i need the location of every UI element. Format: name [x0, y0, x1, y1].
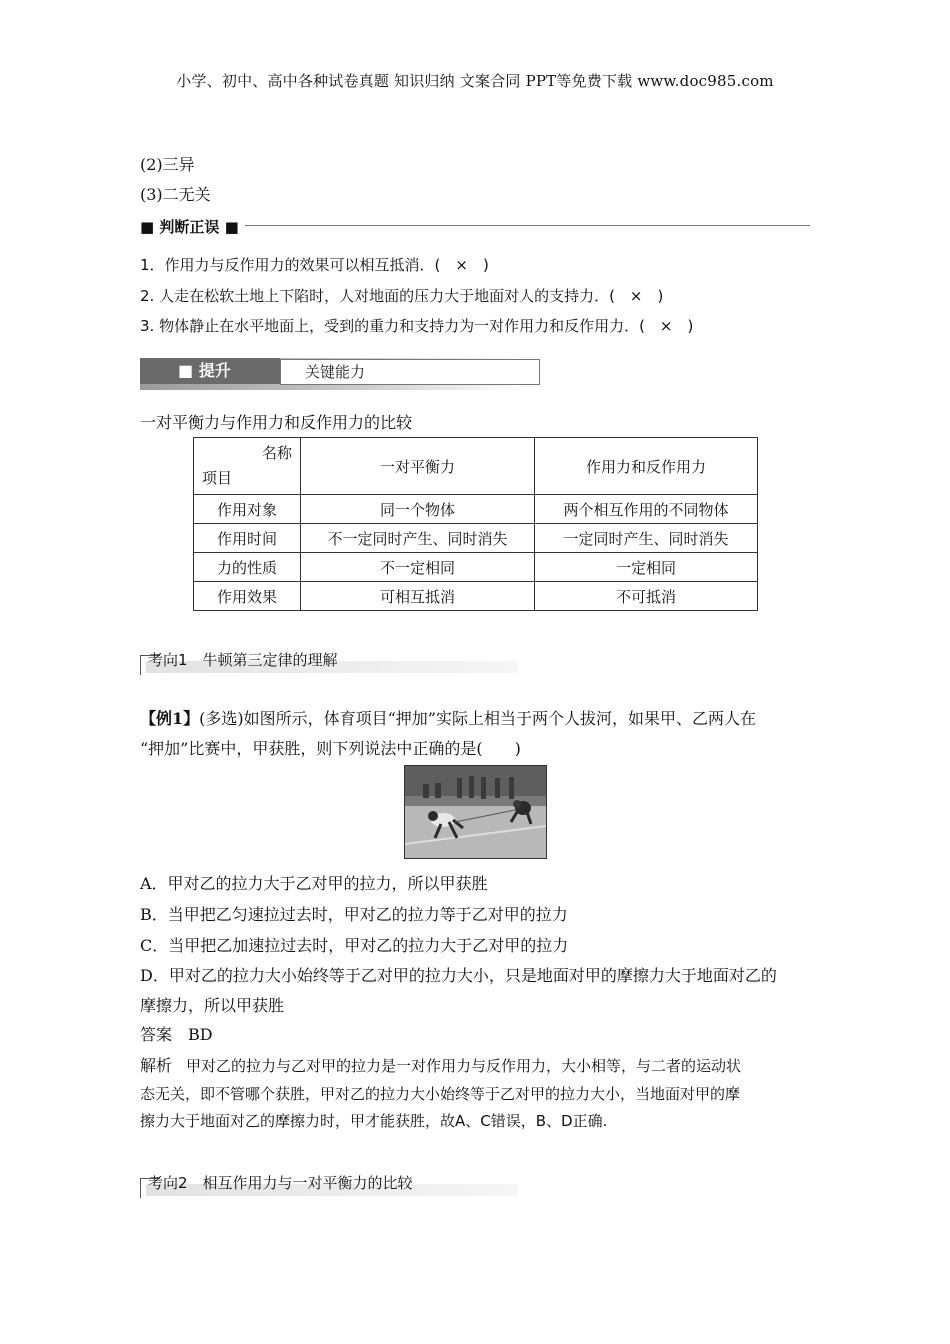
table-row — [194, 553, 758, 582]
kaoxiang-2-title: 考向2 相互作用力与一对平衡力的比较 — [148, 1174, 413, 1192]
example-tag: 【例1】 — [140, 709, 200, 728]
example-stem-line2: “押加”比赛中，甲获胜，则下列说法中正确的是( ) — [140, 739, 521, 758]
banner-right: 关键能力 — [280, 359, 540, 385]
pushing-game-photo — [404, 765, 547, 859]
table-row — [194, 582, 758, 611]
table-cell: 不可抵消 — [535, 582, 758, 611]
judge-item-3: 3. 物体静止在水平地面上，受到的重力和支持力为一对作用力和反作用力．( × ) — [140, 317, 694, 335]
table-corner-cell: 名称 项目 — [194, 438, 301, 495]
ability-banner — [140, 358, 518, 390]
table-row — [194, 524, 758, 553]
page-header: 小学、初中、高中各种试卷真题 知识归纳 文案合同 PPT等免费下载 www.doc985.com — [176, 72, 774, 90]
analysis-line-3: 擦力大于地面对乙的摩擦力时，甲才能获胜，故A、C错误，B、D正确. — [140, 1112, 608, 1130]
comparison-table — [193, 437, 758, 611]
analysis-label: 解析 — [140, 1056, 173, 1075]
summary-item-2: (2)三异 — [140, 155, 195, 174]
summary-item-3: (3)二无关 — [140, 185, 211, 204]
kaoxiang-1-title: 考向1 牛顿第三定律的理解 — [148, 651, 338, 669]
option-d-continued: 摩擦力，所以甲获胜 — [140, 996, 285, 1015]
judge-section-title: ■ 判断正误 ■ — [140, 216, 245, 237]
analysis-line-2: 态无关，即不管哪个获胜，甲对乙的拉力大小始终等于乙对甲的拉力大小，当地面对甲的摩 — [140, 1085, 741, 1103]
table-cell: 作用对象 — [194, 495, 301, 524]
answer-line — [140, 1022, 213, 1045]
table-cell: 作用效果 — [194, 582, 301, 611]
table-cell: 作用时间 — [194, 524, 301, 553]
banner-left: ■ 提升 — [140, 358, 280, 384]
option-d: D．甲对乙的拉力大小始终等于乙对甲的拉力大小，只是地面对甲的摩擦力大于地面对乙的 — [140, 966, 777, 985]
table-cell: 力的性质 — [194, 553, 301, 582]
table-header: 一对平衡力 — [301, 438, 535, 495]
kaoxiang-1-header — [140, 645, 518, 675]
answer-value: BD — [188, 1025, 213, 1044]
judge-section-header — [140, 216, 810, 234]
table-cell: 可相互抵消 — [301, 582, 535, 611]
table-cell: 两个相互作用的不同物体 — [535, 495, 758, 524]
table-header-row — [194, 438, 758, 495]
table-cell: 一定相同 — [535, 553, 758, 582]
table-cell: 不一定同时产生、同时消失 — [301, 524, 535, 553]
answer-label: 答案 — [140, 1025, 173, 1044]
table-cell: 不一定相同 — [301, 553, 535, 582]
table-row — [194, 495, 758, 524]
table-cell: 同一个物体 — [301, 495, 535, 524]
table-header: 作用力和反作用力 — [535, 438, 758, 495]
example-stem-line1: 【例1】(多选)如图所示，体育项目“押加”实际上相当于两个人拔河，如果甲、乙两人在 — [140, 709, 756, 728]
analysis-line-1: 解析 甲对乙的拉力与乙对甲的拉力是一对作用力与反作用力，大小相等，与二者的运动状 — [140, 1056, 742, 1075]
kaoxiang-2-header — [140, 1168, 518, 1198]
photo-illustration — [405, 766, 546, 858]
option-a: A．甲对乙的拉力大于乙对甲的拉力，所以甲获胜 — [140, 874, 488, 893]
table-title: 一对平衡力与作用力和反作用力的比较 — [140, 413, 413, 432]
option-b: B．当甲把乙匀速拉过去时，甲对乙的拉力等于乙对甲的拉力 — [140, 905, 568, 924]
table-cell: 一定同时产生、同时消失 — [535, 524, 758, 553]
judge-item-1: 1．作用力与反作用力的效果可以相互抵消．( × ) — [140, 256, 489, 274]
option-c: C．当甲把乙加速拉过去时，甲对乙的拉力大于乙对甲的拉力 — [140, 936, 569, 955]
judge-item-2: 2. 人走在松软土地上下陷时，人对地面的压力大于地面对人的支持力．( × ) — [140, 287, 664, 305]
